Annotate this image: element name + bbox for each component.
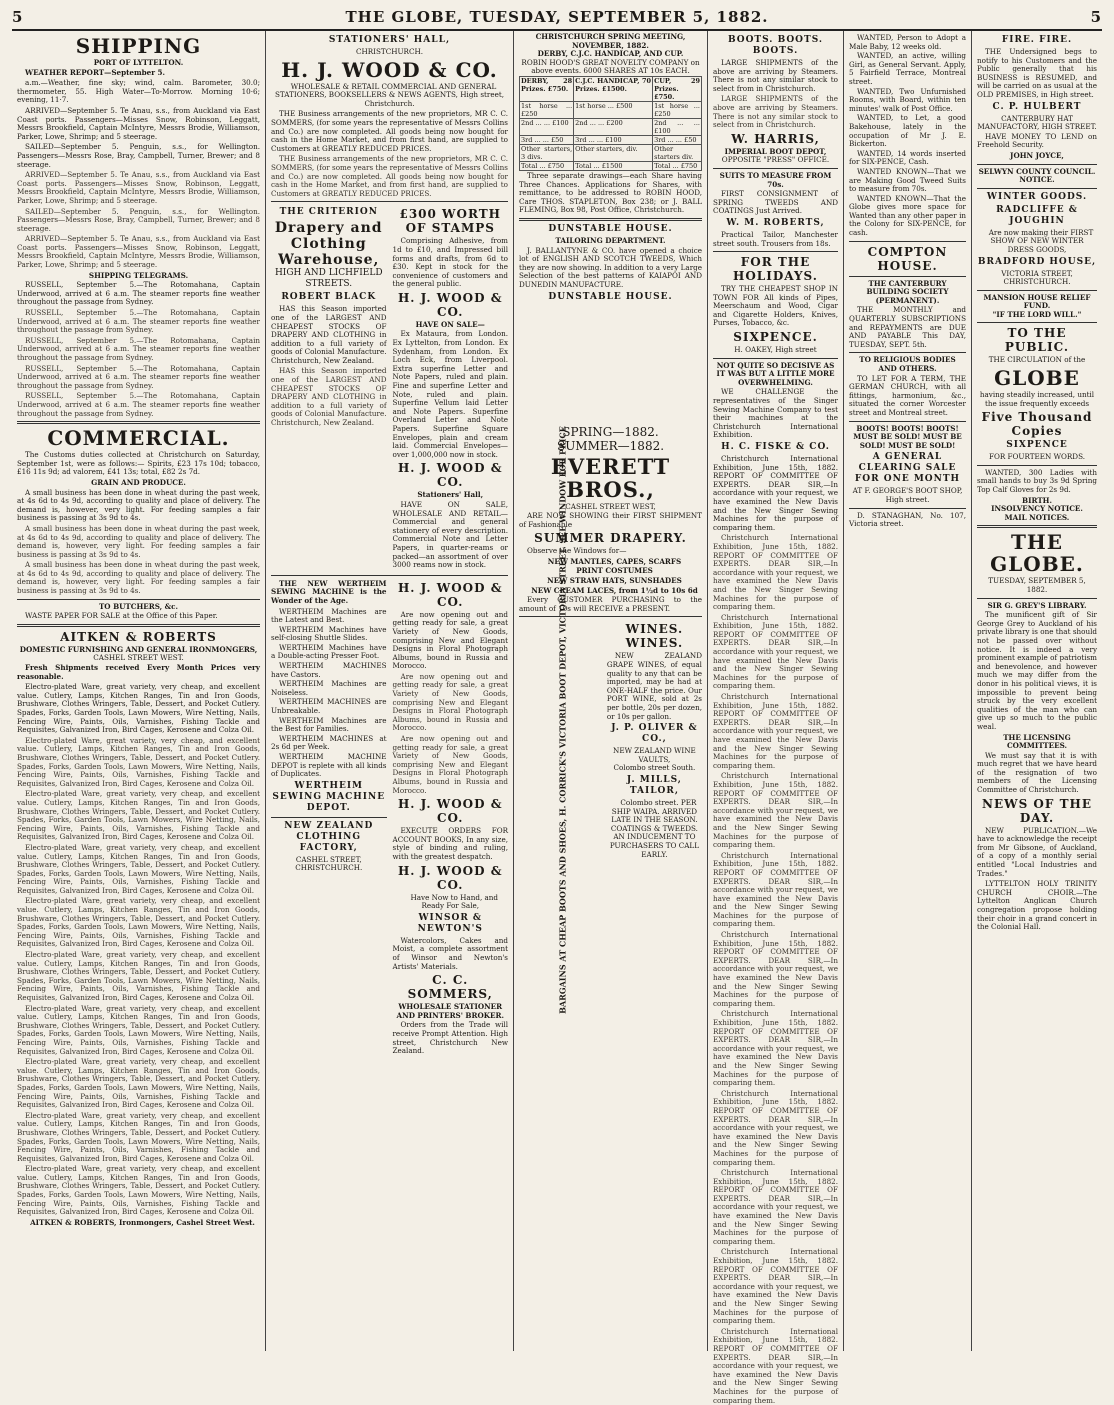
grain-text-2: A small business has been done in wheat during the past week, at 4s 6d to 4s 9d, according to quality and place of delivery. The demand is, however, very light. For feeding samples a fair business is passing at 3s 9d to 4s.: [17, 523, 260, 559]
prize-table-cell: 2nd ... ... £100: [520, 118, 574, 135]
boots-sale-heading: BOOTS! BOOTS! BOOTS!: [856, 423, 959, 433]
wertheim-item: WERTHEIM MACHINES have Castors.: [271, 661, 387, 679]
hjwood5-text: EXECUTE ORDERS FOR ACCOUNT BOOKS, In any size, style of binding and ruling, with the greatest despatch.: [392, 826, 508, 861]
grain-text: A small business has been done in wheat during the past week, at 4s 6d to 4s 9d, according to quality and place of delivery. The demand is, however, very light. For feeding samples a fair business is passing at 3s 9d to 4s.: [17, 487, 260, 523]
sixpence-heading: SIXPENCE.: [733, 330, 818, 345]
prize-table-cell: Other starters, 3 divs.: [521, 144, 573, 161]
fiske-text-5: Christchurch International Exhibition, June 15th, 1882. REPORT OF COMMITTEE OF EXPERTS. DEAR SIR,—In accordance with your request, we have examined the New Davis and the New Singer Sewing Machines for the purpose of comparing them.: [713, 771, 838, 850]
prize-table-cell: 3rd ... ... £50: [520, 135, 574, 144]
everett-drapery: SUMMER DRAPERY.: [534, 531, 687, 546]
criterion-address: HIGH AND LICHFIELD STREETS.: [274, 268, 383, 290]
winter-heading: WINTER GOODS.: [986, 191, 1088, 202]
fire-text: THE Undersigned begs to notify to his Customers and the Public generally that his BUSINESS is RESUMED, and will be carried on as usual at the OLD PREMISES, in High street.: [977, 47, 1097, 99]
column-4: [708, 31, 844, 1405]
aitken-list-9: Electro-plated Ware, great variety, very cheap, and excellent value. Cutlery, Lamps, Kitchen Ranges, Tin and Iron Goods, Brushware, Clothes Wringers, Table, Dessert, and Pocket Cutlery. Spades, Forks, Garden Tools, Lawn Mowers, Wire Netting, Nails, Fencing Wire, Paints, Oils, Varnishes, Fishing Tackle and Requisites, Galvanized Iron, Bird Cages, Kerosene and Colza Oil.: [17, 1110, 260, 1163]
notice-heading: NOTICE.: [1019, 175, 1055, 185]
black-text-2: HAS this Season imported one of the LARGEST AND CHEAPEST STOCKS OF DRAPERY AND CLOTHING in addition to a full variety of goods of Colonial Manufacture. Christchurch, New Zealand.: [271, 366, 387, 428]
lyttelton-text: LYTTELTON HOLY TRINITY CHURCH CHOIR.—The Lyttelton Anglican Church congregation propose holding their choir in a grand concert in the Colonial Hall.: [977, 879, 1097, 932]
radcliffe-heading: RADCLIFFE & JOUGHIN: [996, 204, 1078, 226]
fourteen-words: FOR FOURTEEN WORDS.: [988, 452, 1086, 462]
boots-sale-sub: MUST BE SOLD! MUST BE SOLD! MUST BE SOLD!: [853, 432, 962, 450]
building-text: THE MONTHLY and QUARTERLY SUBSCRIPTIONS and REPAYMENTS are DUE AND PAYABLE This DAY, TUESDAY, SEPT. 5th.: [849, 305, 966, 349]
hjwood2-sub: HAVE ON SALE—: [415, 319, 485, 329]
prize-table-row: [520, 144, 702, 161]
prize-table-cell: 2nd ... ... £100: [654, 118, 700, 135]
summer-label: SUMMER—1882.: [556, 438, 665, 453]
holidays-text: TRY THE CHEAPEST SHOP IN TOWN FOR All kinds of Pipes, Meerschaum and Wood, Cigar and Cigarette Holders, Knives, Purses, Tobacco, &c.: [713, 284, 838, 328]
aitken-sub: DOMESTIC FURNISHING AND GENERAL IRONMONGERS,: [19, 644, 258, 654]
prize-table-row: [520, 118, 702, 135]
radcliffe-text: Are now making their FIRST SHOW OF NEW WINTER DRESS GOODS,: [988, 227, 1094, 254]
wanted-item: WANTED, 14 words inserted for SIX-PENCE, Cash.: [849, 148, 966, 167]
commercial-heading: COMMERCIAL.: [47, 426, 230, 451]
stamps-heading: £300 WORTH OF STAMPS: [399, 207, 502, 236]
aitken-heading: AITKEN & ROBERTS: [60, 629, 217, 644]
birth-heading: BIRTH.: [1022, 495, 1052, 505]
hjwood-sub: WHOLESALE & RETAIL COMMERCIAL AND GENERAL STATIONERS, BOOKSELLERS & NEWS AGENTS, High street, Christchurch.: [274, 81, 505, 108]
corrick-text: BARGAINS AT CHEAP BOOTS AND SHOES, H. CORRICK'S VICTORIA BOOT DEPOT, VICTORIA STREET. SEE WINDOW FOR PRICE: [557, 426, 568, 1015]
column-5: [844, 31, 972, 1351]
aitken-footer: AITKEN & ROBERTS, Ironmongers, Cashel Street West.: [30, 1217, 255, 1227]
wertheim-item: WERTHEIM MACHINES are Unbreakable.: [271, 697, 387, 716]
wanted-item: WANTED, Two Unfurnished Rooms, with Board, within ten minutes' walk of Post Office.: [849, 86, 966, 113]
everett-item: NEW MANTLES, CAPES, SCARFS: [547, 556, 682, 566]
derby-heading: DERBY, C.J.C. HANDICAP, AND CUP.: [537, 49, 684, 59]
aitken-list-5: Electro-plated Ware, great variety, very cheap, and excellent value. Cutlery, Lamps, Kitchen Ranges, Tin and Iron Goods, Brushware, Clothes Wringers, Table, Dessert, and Pocket Cutlery. Spades, Forks, Garden Tools, Lawn Mowers, Wire Netting, Nails, Fencing Wire, Paints, Oils, Varnishes, Fishing Tackle and Requisites, Galvanized Iron, Bird Cages, Kerosene and Colza Oil.: [17, 896, 260, 949]
grain-text-3: A small business has been done in wheat during the past week, at 4s 6d to 4s 9d, according to quality and place of delivery. The demand is, however, very light. For feeding samples a fair business is passing at 3s 9d to 4s.: [17, 560, 260, 596]
prize-table: [519, 76, 702, 171]
masthead-title: THE GLOBE, TUESDAY, SEPTEMBER 5, 1882.: [345, 8, 769, 26]
fiske-text-12: Christchurch International Exhibition, June 15th, 1882. REPORT OF COMMITTEE OF EXPERTS. DEAR SIR,—In accordance with your request, we have examined the New Davis and the New Singer Sewing Machines for the purpose of comparing them.: [713, 1326, 838, 1405]
aitken-list-3: Electro-plated Ware, great variety, very cheap, and excellent value. Cutlery, Lamps, Kitchen Ranges, Tin and Iron Goods, Brushware, Clothes Wringers, Table, Dessert, and Pocket Cutlery. Spades, Forks, Garden Tools, Lawn Mowers, Wire Netting, Nails, Fencing Wire, Paints, Oils, Varnishes, Fishing Tackle and Requisites, Galvanized Iron, Bird Cages, Kerosene and Colza Oil.: [17, 789, 260, 842]
fiske-heading: H. C. FISKE & CO.: [721, 442, 830, 452]
wertheim-item: WERTHEIM Machines have a Double-acting Presser Foot.: [271, 642, 387, 661]
aitken-list-4: Electro-plated Ware, great variety, very cheap, and excellent value. Cutlery, Lamps, Kitchen Ranges, Tin and Iron Goods, Brushware, Clothes Wringers, Table, Dessert, and Pocket Cutlery. Spades, Forks, Garden Tools, Lawn Mowers, Wire Netting, Nails, Fencing Wire, Paints, Oils, Varnishes, Fishing Tackle and Requisites, Galvanized Iron, Bird Cages, Kerosene and Colza Oil.: [17, 842, 260, 895]
everett-item: PRINT COSTUMES: [576, 566, 653, 576]
aitken-list-2: Electro-plated Ware, great variety, very cheap, and excellent value. Cutlery, Lamps, Kitchen Ranges, Tin and Iron Goods, Brushware, Clothes Wringers, Table, Dessert, and Pocket Cutlery. Spades, Forks, Garden Tools, Lawn Mowers, Wire Netting, Nails, Fencing Wire, Paints, Oils, Varnishes, Fishing Tackle and Requisites, Galvanized Iron, Bird Cages, Kerosene and Colza Oil.: [17, 735, 260, 788]
oliver-heading: J. P. OLIVER & CO.,: [611, 723, 698, 745]
black-text: HAS this Season imported one of the LARGEST AND CHEAPEST STOCKS OF DRAPERY AND CLOTHING in addition to a full variety of goods of Colonial Manufacture. Christchurch, New Zealand.: [271, 304, 387, 365]
wines-heading: WINES. WINES.: [625, 622, 684, 651]
butchers-ad: WASTE PAPER FOR SALE at the Office of this Paper.: [25, 611, 218, 621]
everett-item: NEW STRAW HATS, SUNSHADES: [547, 576, 682, 586]
fire-heading: FIRE. FIRE.: [1001, 35, 1073, 45]
criterion-sub: Drapery and Clothing Warehouse,: [274, 220, 383, 269]
building-heading: THE CANTERBURY BUILDING SOCIETY (PERMANENT).: [866, 278, 949, 305]
news-heading: NEWS OF THE DAY.: [982, 796, 1092, 825]
prize-table-cell: 2nd ... ... £200: [574, 118, 653, 135]
arrived-text: ARRIVED—September 5. Te Anau, s.s., from Auckland via East Coast ports. Passengers—Misses Snow, Robinson, Leggatt, Messrs Brookfield, Captain McIntyre, Messrs Brodie, Williamson, Parker, Lowe, Shrimp; and 5 steerage.: [17, 105, 260, 141]
ballantyne-text: J. BALLANTYNE & CO. have opened a choice lot of ENGLISH AND SCOTCH TWEEDS, Which they are now showing. In addition to a very Large Selection of the best patterns of KAIAPOI AND DUNEDIN MANUFACTURE.: [519, 245, 702, 289]
column-6: [972, 31, 1102, 1351]
bradford-address: VICTORIA STREET, CHRISTCHURCH.: [1001, 268, 1073, 287]
fiske-text-11: Christchurch International Exhibition, June 15th, 1882. REPORT OF COMMITTEE OF EXPERTS. DEAR SIR,—In accordance with your request, we have examined the New Davis and the New Singer Sewing Machines for the purpose of comparing them.: [713, 1247, 838, 1326]
prize-table-cell: 3rd ... ... £50: [653, 135, 702, 144]
compton-heading: COMPTON HOUSE.: [867, 244, 948, 273]
stationers-heading: STATIONERS' HALL,: [328, 35, 451, 45]
wanted-item: WANTED KNOWN—That the Globe gives more space for Wanted than any other paper in the Colony for SIX-PENCE, for cash.: [849, 193, 966, 238]
boots-text-2: LARGE SHIPMENTS of the above are arriving by Steamers. There is not any similar stock to select from in Christchurch.: [713, 94, 838, 130]
hjwood4-text-3: Are now opening out and getting ready for sale, a great Variety of New Goods, comprising New and Elegant Designs in Floral Photograph Albums, bound in Russia and Morocco.: [392, 734, 508, 795]
wanted-item: WANTED KNOWN—That we are Making Good Tweed Suits to measure from 70s.: [849, 166, 966, 194]
hjwood2-list: Ex Mataura, from London. Ex Lyttelton, from London. Ex Sydenham, from London. Ex Loch Eck, from Liverpool. Extra superfine Letter and Note Papers, ruled and plain. Fine and superfine Letter and Note, ruled and plain. Superfine Vellum laid Letter and Note Papers. Superfine Overland Letter and Note Papers. Superfine Square Envelopes, plain and cream laid. Commercial Envelopes—over 1,000,000 now in stock.: [392, 329, 508, 459]
prize-table-cell: Total ... £750: [653, 161, 702, 170]
licensing-heading: THE LICENSING COMMITTEES.: [1003, 732, 1071, 751]
dunstable-heading: DUNSTABLE HOUSE.: [548, 223, 673, 234]
page-number-right: 5: [1090, 8, 1102, 26]
grey-text: The munificent gift of Sir George Grey to Auckland of his private library is one that should not be passed over without notice. It is indeed a very prominent example of patriotism and benevolence, and however much we may differ from the donor in his political views, it is impossible to prevent being struck by the very excellent qualities of the man who can give up so much to the public weal.: [977, 610, 1097, 731]
hjwood5-heading: H. J. WOOD & CO.: [397, 797, 503, 826]
roberts-text: Practical Tailor, Manchester street south. Trousers from 18s.: [713, 229, 838, 248]
criterion-heading: THE CRITERION: [279, 207, 378, 218]
fiske-text: Christchurch International Exhibition, June 15th, 1882. REPORT OF COMMITTEE OF EXPERTS. DEAR SIR,—In accordance with your request, we have examined the New Davis and the New Singer Sewing Machines for the purpose of comparing them.: [713, 454, 838, 532]
prize-table-row: [520, 101, 702, 118]
boots-text: LARGE SHIPMENTS of the above are arriving by Steamers. There is not any similar stock to select from in Christchurch.: [713, 58, 838, 93]
prize-table-cell: 1st horse ... £250: [654, 101, 700, 118]
hjwood3-sub: Stationers' Hall,: [417, 490, 484, 500]
wertheim-footer: WERTHEIM SEWING MACHINE DEPOT.: [272, 780, 386, 813]
prize-table-row: [520, 135, 702, 144]
telegrams-text-5: RUSSELL, September 5.—The Rotomahana, Captain Underwood, arrived at 6 a.m. The steamer reports fine weather throughout the passage from Sydney.: [17, 391, 260, 418]
page-number: 5: [12, 8, 24, 26]
ladies-text: WANTED, 300 Ladies with small hands to buy 3s 9d Spring Top Calf Gloves for 2s 9d.: [977, 467, 1097, 495]
suits-heading: SUITS TO MEASURE FROM 70s.: [719, 170, 832, 189]
wertheim-heading: THE NEW WERTHEIM SEWING MACHINE is the Wonder of the Age.: [271, 578, 387, 605]
everett-footer: Every CUSTOMER PURCHASING to the amount of 10s will RECEIVE a PRESENT.: [519, 595, 702, 613]
harris-heading: W. HARRIS,: [731, 131, 820, 146]
dunstable-footer: DUNSTABLE HOUSE.: [548, 291, 673, 302]
weather-text: a.m.—Weather, fine sky; wind, calm. Barometer, 30.0; thermometer, 55. High Water—To-Morrow. Morning 10·6; evening, 11·7.: [17, 78, 260, 105]
everett-item: NEW CREAM LACES, from 1½d to 10s 6d: [531, 585, 698, 595]
notso-text: WE CHALLENGE the representatives of the Singer Sewing Machine Company to test their machines at the Christchurch International Exhibition.: [713, 387, 838, 440]
grey-heading: SIR G. GREY'S LIBRARY.: [987, 600, 1087, 610]
wanted-item: WANTED, to Let, a good Bakehouse, lately in the occupation of Mr J. E. Bickerton.: [849, 113, 966, 149]
prize-table-cell: 1st horse ... £250: [521, 101, 573, 118]
weather-label: WEATHER REPORT—September 5.: [25, 67, 166, 77]
five-thousand: Five Thousand Copies: [981, 410, 1093, 439]
everett-list: [519, 558, 702, 595]
hjwood3-heading: H. J. WOOD & CO.: [397, 461, 503, 490]
hjwood3-text: HAVE ON SALE, WHOLESALE AND RETAIL— Commercial and general stationery of every description. Commercial Note and Letter Papers, in quarter-reams or packed—an assortment of over 3000 reams now in stock.: [392, 499, 508, 570]
robin-heading: ROBIN HOOD'S GREAT NOVELTY COMPANY on above events. 6000 SHARES AT 10s EACH.: [521, 57, 700, 76]
wertheim-item: WERTHEIM Machines have self-closing Shuttle Slides.: [271, 624, 387, 643]
bradford-heading: BRADFORD HOUSE,: [977, 256, 1097, 267]
hjwood-heading: H. J. WOOD & CO.: [281, 57, 498, 82]
wines-text: NEW ZEALAND GRAPE WINES, of equal quality to any that can be imported, may be had at ONE-HALF the price. Our PORT WINE, sold at 2s per bottle, 20s per dozen, or 10s per gallon.: [606, 651, 702, 721]
oliver-sub: NEW ZEALAND WINE VAULTS,: [613, 746, 696, 764]
mills-text: Colombo street. PER SHIP WAIPA. ARRIVED LATE IN THE SEASON. COATINGS & TWEEDS. AN INDUCEMENT TO PURCHASERS TO CALL EARLY.: [609, 797, 699, 859]
tweed-text: FIRST CONSIGNMENT of SPRING TWEEDS AND COATINGS Just Arrived.: [713, 189, 838, 216]
boots-heading: BOOTS. BOOTS. BOOTS.: [727, 35, 824, 56]
hjwood-text-2: THE Business arrangements of the new proprietors, MR C. C. SOMMERS, (for some years the representative of Messrs Collins and Co.) are now completed. All goods being now bought for cash in the Home Market, and from first hand, are supplied to Customers at GREATLY REDUCED PRICES.: [271, 154, 508, 198]
nzfactory-address: CASHEL STREET, CHRISTCHURCH.: [295, 854, 363, 873]
masthead: [12, 6, 1102, 31]
lord-will: "IF THE LORD WILL.": [992, 309, 1082, 319]
aitken-fresh: Fresh Shipments received Every Month Prices very reasonable.: [17, 663, 260, 681]
shipping-notes-3: ARRIVED—September 5. Te Anau, s.s., from Auckland via East Coast ports. Passengers—Misses Snow, Robinson, Leggatt, Messrs Brookfield, Captain McIntyre, Messrs Brodie, Williamson, Parker, Lowe, Shrimp; and 5 steerage.: [17, 234, 260, 270]
oliver-address: Colombo street South.: [613, 763, 696, 773]
stanaghan-text: D. STANAGHAN, No. 107, Victoria street.: [849, 510, 966, 529]
topublic-text: THE CIRCULATION of the: [988, 355, 1086, 365]
prize-table-header: C.J.C. HANDICAP, 70 Prizes. £1500.: [574, 76, 653, 101]
money-text: HAVE MONEY TO LEND on Freehold Security.: [977, 131, 1097, 150]
everett-text: ARE NOW SHOWING their FIRST SHIPMENT of Fashionable: [519, 511, 702, 529]
grain-heading: GRAIN AND PRODUCE.: [91, 477, 186, 487]
wertheim-item: WERTHEIM MACHINES at 2s 6d per Week.: [271, 733, 387, 752]
column-1: [12, 31, 266, 1351]
wanted-list: [849, 34, 966, 238]
roberts-heading: W. M. ROBERTS,: [726, 217, 825, 228]
prize-table-header: DERBY, 28 Prizes. £750.: [520, 76, 574, 101]
harris-address: OPPOSITE "PRESS" OFFICE.: [721, 155, 830, 165]
sommers-heading: C. C. SOMMERS,: [407, 973, 493, 1002]
aitken-list-8: Electro-plated Ware, great variety, very cheap, and excellent value. Cutlery, Lamps, Kitchen Ranges, Tin and Iron Goods, Brushware, Clothes Wringers, Table, Dessert, and Pocket Cutlery. Spades, Forks, Garden Tools, Lawn Mowers, Wire Netting, Nails, Fencing Wire, Paints, Oils, Varnishes, Fishing Tackle and Requisites, Galvanized Iron, Bird Cages, Kerosene and Colza Oil.: [17, 1057, 260, 1110]
sommers-sub: WHOLESALE STATIONER AND PRINTERS' BROKER.: [396, 1002, 504, 1020]
column-2: [266, 31, 514, 1351]
clearing-heading: A GENERAL CLEARING SALE FOR ONE MONTH: [854, 452, 961, 485]
joyce-name: JOHN JOYCE,: [1010, 150, 1064, 160]
prize-table-row: [520, 161, 702, 170]
aitken-list-6: Electro-plated Ware, great variety, very cheap, and excellent value. Cutlery, Lamps, Kitchen Ranges, Tin and Iron Goods, Brushware, Clothes Wringers, Table, Dessert, and Pocket Cutlery. Spades, Forks, Garden Tools, Lawn Mowers, Wire Netting, Nails, Fencing Wire, Paints, Oils, Varnishes, Fishing Tackle and Requisites, Galvanized Iron, Bird Cages, Kerosene and Colza Oil.: [17, 950, 260, 1002]
winsor-text: Watercolors, Cakes and Moist, a complete assortment of Winsor and Newton's Artists' Materials.: [392, 935, 508, 971]
licensing-text: We must say that it is with much regret that we have heard of the resignation of two members of the Licensing Committee of Christchurch.: [977, 750, 1097, 795]
telegrams-text: RUSSELL, September 5.—The Rotomahana, Captain Underwood, arrived at 6 a.m. The steamer reports fine weather throughout the passage from Sydney.: [17, 280, 260, 307]
prize-table-cell: 3rd ... ... £100: [574, 135, 653, 144]
hjwood4-text-2: Are now opening out and getting ready for sale, a great Variety of New Goods, comprising New and Elegant Designs in Floral Photograph Albums, bound in Russia and Morocco.: [392, 671, 508, 733]
clearing-address: AT F. GEORGE'S BOOT SHOP, High street.: [852, 486, 963, 504]
column-3: [514, 31, 708, 1351]
fiske-text-2: Christchurch International Exhibition, June 15th, 1882. REPORT OF COMMITTEE OF EXPERTS. DEAR SIR,—In accordance with your request, we have examined the New Davis and the New Singer Sewing Machines for the purpose of comparing them.: [713, 533, 838, 612]
prize-table-header: CUP, 29 Prizes. £750.: [654, 76, 700, 101]
sixpence-heading-2: SIXPENCE: [1006, 440, 1068, 451]
everett-heading: EVERETT BROS.,: [550, 453, 671, 502]
globe-title: THE GLOBE.: [990, 530, 1084, 577]
telegrams-heading: SHIPPING TELEGRAMS.: [88, 270, 189, 280]
shipping-notes: ARRIVED—September 5. Te Anau, s.s., from Auckland via East Coast ports. Passengers—Misses Snow, Robinson, Leggatt, Messrs Brookfield, Captain McIntyre, Messrs Brodie, Williamson, Parker, Lowe, Shrimp; and 5 steerage.: [17, 170, 260, 205]
black-heading: ROBERT BLACK: [281, 292, 377, 303]
fiske-text-4: Christchurch International Exhibition, June 15th, 1882. REPORT OF COMMITTEE OF EXPERTS. DEAR SIR,—In accordance with your request, we have examined the New Davis and the New Singer Sewing Machines for the purpose of comparing them.: [713, 692, 838, 770]
customs-text: The Customs duties collected at Christchurch on Saturday, September 1st, were as follows:— Spirits, £23 17s 10d; tobacco, £16 11s 9d; ad valorem, £41 13s; total, £82 2s 7d.: [17, 450, 260, 477]
shipping-notes-2: SAILED—September 5. Penguin, s.s., for Wellington. Passengers—Messrs Rose, Bray, Campbell, Turner, Brewer; and 8 steerage.: [17, 206, 260, 233]
insolvency-heading: INSOLVENCY NOTICE.: [991, 504, 1083, 514]
prize-table-cell: 1st horse ... £500: [574, 101, 653, 118]
globe-name: GLOBE: [994, 366, 1080, 391]
topublic-heading: TO THE PUBLIC.: [1004, 326, 1070, 355]
selwyn-heading: SELWYN COUNTY COUNCIL.: [978, 166, 1096, 176]
oakey-name: H. OAKEY, High street: [734, 345, 817, 355]
fiske-text-10: Christchurch International Exhibition, June 15th, 1882. REPORT OF COMMITTEE OF EXPERTS. DEAR SIR,—In accordance with your request, we have examined the New Davis and the New Singer Sewing Machines for the purpose of comparing them.: [713, 1168, 838, 1246]
hulbert-heading: C. P. HULBERT: [992, 101, 1082, 112]
notso-heading: NOT QUITE SO DECISIVE AS IT WAS BUT A LITTLE MORE OVERWHELMING.: [716, 360, 835, 387]
prize-table-cell: Total ... £1500: [574, 161, 653, 170]
sailed-text: SAILED—September 5. Penguin, s.s., for Wellington. Passengers—Messrs Rose, Bray, Campbell, Turner, Brewer; and 8 steerage.: [17, 142, 260, 169]
telegrams-text-4: RUSSELL, September 5.—The Rotomahana, Captain Underwood, arrived at 6 a.m. The steamer reports fine weather throughout the passage from Sydney.: [17, 363, 260, 390]
telegrams-text-3: RUSSELL, September 5.—The Rotomahana, Captain Underwood, arrived at 6 a.m. The steamer reports fine weather throughout the passage from Sydney.: [17, 335, 260, 362]
fiske-text-9: Christchurch International Exhibition, June 15th, 1882. REPORT OF COMMITTEE OF EXPERTS. DEAR SIR,—In accordance with your request, we have examined the New Davis and the New Singer Sewing Machines for the purpose of comparing them.: [713, 1088, 838, 1167]
aitken-list: Electro-plated Ware, great variety, very cheap, and excellent value. Cutlery, Lamps, Kitchen Ranges, Tin and Iron Goods, Brushware, Clothes Wringers, Table, Dessert, and Pocket Cutlery. Spades, Forks, Garden Tools, Lawn Mowers, Wire Netting, Nails, Fencing Wire, Paints, Oils, Varnishes, Fishing Tackle and Requisites, Galvanized Iron, Bird Cages, Kerosene and Colza Oil.: [17, 682, 260, 735]
aitken-address: CASHEL STREET WEST.: [93, 653, 184, 663]
globe-text: having steadily increased, until the issue frequently exceeds: [979, 390, 1095, 408]
telegrams-text-2: RUSSELL, September 5.—The Rotomahana, Captain Underwood, arrived at 6 a.m. The steamer reports fine weather throughout the passage from Sydney.: [17, 308, 260, 335]
wertheim-item: WERTHEIM MACHINE DEPOT is replete with all kinds of Duplicates.: [271, 752, 387, 779]
mansion-heading: MANSION HOUSE RELIEF FUND.: [983, 292, 1091, 311]
robin-text: Three separate drawings—each Share having Three Chances. Applications for Shares, with remittance, to be addressed to ROBIN HOOD, Care THOS. STAPLETON, Box 238; or J. BALL FLEMING, Box 98, Post Office, Christchurch.: [519, 170, 702, 215]
religious-text: TO LET FOR A TERM, THE GERMAN CHURCH, with all fittings, harmonium, &c., situated the corner Worcester street and Montreal street.: [849, 373, 966, 417]
hjwood6-text: Have Now to Hand, and Ready For Sale,: [410, 892, 499, 911]
wanted-item: WANTED, Person to Adopt a Male Baby, 12 weeks old.: [849, 33, 966, 51]
fiske-text-8: Christchurch International Exhibition, June 15th, 1882. REPORT OF COMMITTEE OF EXPERTS. DEAR SIR,—In accordance with your request, we have examined the New Davis and the New Singer Sewing Machines for the purpose of comparing them.: [713, 1009, 838, 1088]
fiske-text-6: Christchurch International Exhibition, June 15th, 1882. REPORT OF COMMITTEE OF EXPERTS. DEAR SIR,—In accordance with your request, we have examined the New Davis and the New Singer Sewing Machines for the purpose of comparing them.: [713, 850, 838, 929]
mills-heading: J. MILLS, TAILOR,: [626, 774, 682, 796]
meeting-heading: CHRISTCHURCH SPRING MEETING, NOVEMBER, 1882.: [535, 32, 686, 50]
prize-table-cell: Other starters div.: [653, 144, 702, 161]
hjwood2-heading: H. J. WOOD & CO.: [397, 290, 503, 319]
prize-table-cell: Other starters, div.: [574, 144, 653, 161]
hjwood-text: THE Business arrangements of the new proprietors, MR C. C. SOMMERS, (for some years the representative of Messrs Collins and Co.) are now completed. All goods being now bought for cash in the Home Market, and from first hand, are supplied to Customers at GREATLY REDUCED PRICES.: [271, 109, 508, 153]
shipping-heading: SHIPPING: [75, 34, 202, 58]
hjwood4-text: Are now opening out and getting ready for sale, a great Variety of New Goods, comprising New and Elegant Designs in Floral Photograph Albums, bound in Russia and Morocco.: [392, 609, 508, 671]
news-text: NEW PUBLICATION.—We have to acknowledge the receipt from Mr Gibsone, of Auckland, of a copy of a monthly serial entitled "Local Industries and Trades.": [977, 825, 1097, 878]
fiske-text-7: Christchurch International Exhibition, June 15th, 1882. REPORT OF COMMITTEE OF EXPERTS. DEAR SIR,—In accordance with your request, we have examined the New Davis and the New Singer Sewing Machines for the purpose of comparing them.: [713, 930, 838, 1008]
sommers-text: Orders from the Trade will receive Prompt Attention. High street, Christchurch New Zealand.: [392, 1020, 508, 1056]
wertheim-list: [271, 608, 387, 779]
everett-windows: Observe the Windows for—: [527, 546, 627, 556]
stamps-text: Comprising Adhesive, from 1d to £10, and Impressed bill forms and drafts, from 6d to £30. Kept in stock for the convenience of customers and the general public.: [392, 236, 508, 289]
hjwood4-heading: H. J. WOOD & CO.: [397, 580, 503, 609]
everett-address: CASHEL STREET WEST,: [565, 501, 656, 511]
winsor-heading: WINSOR & NEWTON'S: [417, 912, 483, 934]
wanted-item: WANTED, an active, willing Girl, as General Servant. Apply, 5 Fairfield Terrace, Montreal street.: [849, 51, 966, 86]
mail-heading: MAIL NOTICES.: [1004, 512, 1070, 522]
nzfactory-heading: NEW ZEALAND CLOTHING FACTORY,: [284, 820, 374, 853]
butchers-heading: TO BUTCHERS, &c.: [98, 601, 179, 611]
prize-table-cell: Total ... £750: [520, 161, 574, 170]
hjwood6-heading: H. J. WOOD & CO.: [397, 863, 503, 892]
wertheim-item: WERTHEIM Machines are the Latest and Best.: [271, 606, 387, 625]
globe-date: TUESDAY, SEPTEMBER 5, 1882.: [988, 576, 1086, 594]
columns: [12, 31, 1102, 1405]
harris-sub: IMPERIAL BOOT DEPOT,: [724, 146, 827, 156]
port-heading: PORT OF LYTTELTON.: [93, 58, 184, 67]
religious-heading: TO RELIGIOUS BODIES AND OTHERS.: [859, 355, 956, 373]
wertheim-item: WERTHEIM Machines are the Best for Families.: [271, 715, 387, 734]
wertheim-item: WERTHEIM Machines are Noiseless.: [271, 679, 387, 697]
holidays-heading: FOR THE HOLIDAYS.: [733, 255, 818, 284]
aitken-list-10: Electro-plated Ware, great variety, very cheap, and excellent value. Cutlery, Lamps, Kitchen Ranges, Tin and Iron Goods, Brushware, Clothes Wringers, Table, Dessert, and Pocket Cutlery. Spades, Forks, Garden Tools, Lawn Mowers, Wire Netting, Nails, Fencing Wire, Paints, Oils, Varnishes, Fishing Tackle and Requisites, Galvanized Iron, Bird Cages, Kerosene and Colza Oil.: [17, 1164, 260, 1217]
aitken-list-7: Electro-plated Ware, great variety, very cheap, and excellent value. Cutlery, Lamps, Kitchen Ranges, Tin and Iron Goods, Brushware, Clothes Wringers, Table, Dessert, and Pocket Cutlery. Spades, Forks, Garden Tools, Lawn Mowers, Wire Netting, Nails, Fencing Wire, Paints, Oils, Varnishes, Fishing Tackle and Requisites, Galvanized Iron, Bird Cages, Kerosene and Colza Oil.: [17, 1003, 260, 1056]
fiske-text-3: Christchurch International Exhibition, June 15th, 1882. REPORT OF COMMITTEE OF EXPERTS. DEAR SIR,—In accordance with your request, we have examined the New Davis and the New Singer Sewing Machines for the purpose of comparing them.: [713, 612, 838, 691]
stationers-city: CHRISTCHURCH.: [355, 47, 424, 56]
hulbert-sub: CANTERBURY HAT MANUFACTORY, HIGH STREET.: [977, 113, 1097, 132]
spring-label: SPRING—1882.: [562, 424, 659, 439]
dunstable-sub: TAILORING DEPARTMENT.: [555, 235, 666, 245]
